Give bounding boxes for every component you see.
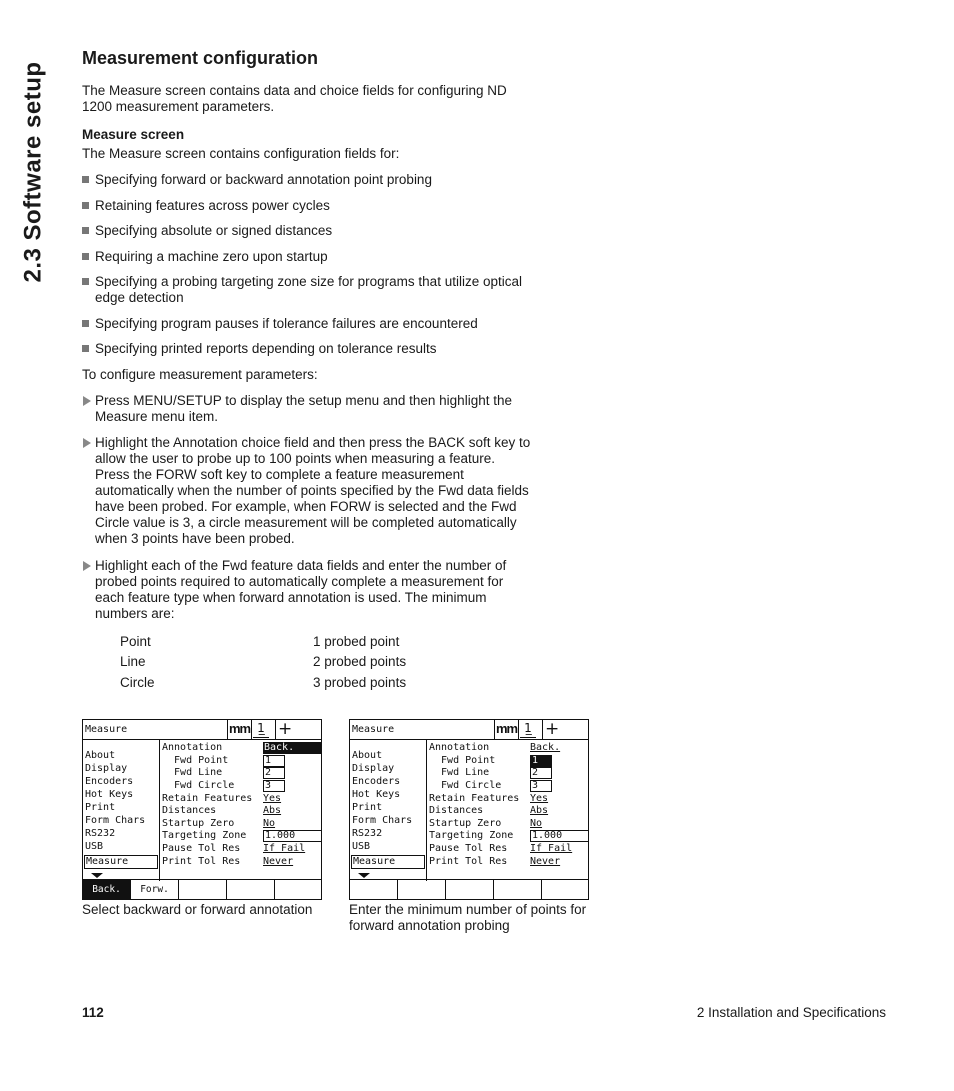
screen-title-bar bbox=[83, 720, 321, 740]
measure-screen-forward bbox=[349, 719, 589, 900]
side-tab bbox=[14, 52, 54, 292]
menu-item-form-chars[interactable]: Form Chars bbox=[352, 815, 413, 826]
main-content bbox=[82, 48, 532, 693]
menu-item-rs232[interactable]: RS232 bbox=[85, 828, 116, 839]
menu-item-hot-keys[interactable]: Hot Keys bbox=[352, 789, 401, 800]
list-item: Specifying a probing targeting zone size for programs that utilize optical edge detection bbox=[82, 274, 532, 306]
square-bullet-icon bbox=[82, 253, 89, 260]
list-item: Retaining features across power cycles bbox=[82, 198, 532, 214]
menu-item-print[interactable]: Print bbox=[352, 802, 383, 813]
softkey-bar bbox=[350, 879, 589, 899]
divider bbox=[542, 720, 543, 739]
field-label: Fwd Point bbox=[429, 755, 496, 766]
crosshair-icon: + bbox=[545, 719, 560, 739]
targeting-zone-field[interactable]: 1.000 bbox=[263, 830, 322, 842]
field-label: Print Tol Res bbox=[162, 856, 241, 867]
minimums-table bbox=[120, 632, 406, 694]
step-item: Highlight the Annotation choice field and then press the BACK soft key to allow the user to probe up to 100 points when measuring a feature. Press the FORW soft key to complete a feature measurement automatically when the number of points specified by the Fwd data fields have been probed. For example, when FORW is selected and the Fwd Circle value is 3, a circle measurement will be completed automatically when 3 points have been probed. bbox=[82, 435, 532, 547]
startup-zero-field[interactable]: No bbox=[530, 818, 543, 829]
softkey-5[interactable] bbox=[275, 880, 322, 899]
sub-heading: Measure screen bbox=[82, 127, 185, 142]
side-tab-label: 2.3 Software setup bbox=[20, 61, 47, 283]
page-number: 112 bbox=[82, 1005, 104, 1020]
menu-item-print[interactable]: Print bbox=[85, 802, 116, 813]
pause-tol-res-field[interactable]: If Fail bbox=[263, 843, 306, 854]
list-item: Requiring a machine zero upon startup bbox=[82, 249, 532, 265]
annotation-field[interactable]: Back. bbox=[530, 742, 561, 753]
divider bbox=[518, 720, 519, 739]
square-bullet-icon bbox=[82, 227, 89, 234]
field-label: Fwd Point bbox=[162, 755, 229, 766]
arrow-right-icon bbox=[83, 396, 91, 406]
softkey-5[interactable] bbox=[542, 880, 589, 899]
field-label: Startup Zero bbox=[429, 818, 502, 829]
field-label: Distances bbox=[162, 805, 217, 816]
scroll-down-icon bbox=[358, 873, 370, 878]
softkey-4[interactable] bbox=[494, 880, 542, 899]
softkey-3[interactable] bbox=[446, 880, 494, 899]
caption-left: Select backward or forward annotation bbox=[82, 902, 313, 917]
list-item: Specifying printed reports depending on tolerance results bbox=[82, 341, 532, 357]
menu-item-usb[interactable]: USB bbox=[352, 841, 371, 852]
annotation-field[interactable]: Back. bbox=[263, 742, 322, 754]
menu-item-measure[interactable]: Measure bbox=[84, 855, 158, 869]
fwd-point-field[interactable]: 1 bbox=[530, 755, 552, 767]
screen-title: Measure bbox=[352, 724, 395, 735]
menu-item-rs232[interactable]: RS232 bbox=[352, 828, 383, 839]
scroll-down-icon bbox=[91, 873, 103, 878]
softkey-bar bbox=[83, 879, 322, 899]
divider bbox=[275, 720, 276, 739]
menu-item-encoders[interactable]: Encoders bbox=[85, 776, 134, 787]
field-label: Annotation bbox=[162, 742, 223, 753]
menu-item-about[interactable]: About bbox=[85, 750, 116, 761]
divider bbox=[227, 720, 228, 739]
screen-title: Measure bbox=[85, 724, 128, 735]
field-label: Fwd Circle bbox=[429, 780, 502, 791]
field-label: Pause Tol Res bbox=[162, 843, 241, 854]
menu-item-measure[interactable]: Measure bbox=[351, 855, 425, 869]
square-bullet-icon bbox=[82, 176, 89, 183]
unit-indicator: mm bbox=[496, 721, 518, 736]
list-item: Specifying absolute or signed distances bbox=[82, 223, 532, 239]
list-item: Specifying forward or backward annotation point probing bbox=[82, 172, 532, 188]
field-label: Retain Features bbox=[162, 793, 253, 804]
intro-paragraph: The Measure screen contains data and choice fields for configuring ND 1200 measurement parameters. bbox=[82, 83, 507, 114]
feature-list bbox=[82, 172, 532, 357]
datum-icon: 1̲ bbox=[520, 721, 536, 738]
setup-menu bbox=[83, 739, 160, 881]
menu-item-about[interactable]: About bbox=[352, 750, 383, 761]
fwd-circle-field[interactable]: 3 bbox=[530, 780, 552, 792]
menu-item-hot-keys[interactable]: Hot Keys bbox=[85, 789, 134, 800]
field-label: Retain Features bbox=[429, 793, 520, 804]
fwd-line-field[interactable]: 2 bbox=[530, 767, 552, 779]
step-item: Press MENU/SETUP to display the setup menu and then highlight the Measure menu item. bbox=[82, 393, 532, 425]
fwd-line-field[interactable]: 2 bbox=[263, 767, 285, 779]
menu-item-form-chars[interactable]: Form Chars bbox=[85, 815, 146, 826]
menu-item-encoders[interactable]: Encoders bbox=[352, 776, 401, 787]
field-label: Startup Zero bbox=[162, 818, 235, 829]
menu-item-display[interactable]: Display bbox=[85, 763, 128, 774]
square-bullet-icon bbox=[82, 278, 89, 285]
table-row: Point 1 probed point bbox=[120, 633, 400, 649]
field-label: Fwd Circle bbox=[162, 780, 235, 791]
softkey-1[interactable] bbox=[350, 880, 398, 899]
measure-screen-backward bbox=[82, 719, 322, 900]
targeting-zone-field[interactable]: 1.000 bbox=[530, 830, 589, 842]
screen-title-bar bbox=[350, 720, 588, 740]
setup-menu bbox=[350, 739, 427, 881]
menu-item-display[interactable]: Display bbox=[352, 763, 395, 774]
sub-intro: The Measure screen contains configuration fields for: bbox=[82, 146, 400, 161]
softkey-3[interactable] bbox=[179, 880, 227, 899]
field-label: Fwd Line bbox=[429, 767, 490, 778]
softkey-2[interactable] bbox=[398, 880, 446, 899]
field-label: Fwd Line bbox=[162, 767, 223, 778]
forw-softkey[interactable]: Forw. bbox=[131, 880, 179, 899]
softkey-4[interactable] bbox=[227, 880, 275, 899]
back-softkey[interactable]: Back. bbox=[83, 880, 131, 899]
caption-right: Enter the minimum number of points for forward annotation probing bbox=[349, 902, 587, 933]
field-label: Pause Tol Res bbox=[429, 843, 508, 854]
menu-item-usb[interactable]: USB bbox=[85, 841, 104, 852]
square-bullet-icon bbox=[82, 320, 89, 327]
distances-field[interactable]: Abs bbox=[530, 805, 549, 816]
divider bbox=[494, 720, 495, 739]
arrow-right-icon bbox=[83, 438, 91, 448]
fwd-point-field[interactable]: 1 bbox=[263, 755, 285, 767]
section-title: Measurement configuration bbox=[82, 48, 319, 68]
square-bullet-icon bbox=[82, 345, 89, 352]
step-item: Highlight each of the Fwd feature data fields and enter the number of probed points required to automatically complete a measurement for each feature type when forward annotation is used. The minimum numbers are: bbox=[82, 558, 532, 622]
print-tol-res-field[interactable]: Never bbox=[263, 856, 294, 867]
configure-intro: To configure measurement parameters: bbox=[82, 366, 318, 382]
retain-features-field[interactable]: Yes bbox=[263, 793, 282, 804]
field-label: Targeting Zone bbox=[429, 830, 514, 841]
field-label: Print Tol Res bbox=[429, 856, 508, 867]
crosshair-icon: + bbox=[278, 719, 293, 739]
startup-zero-field[interactable]: No bbox=[263, 818, 276, 829]
list-item: Specifying program pauses if tolerance failures are encountered bbox=[82, 316, 532, 332]
pause-tol-res-field[interactable]: If Fail bbox=[530, 843, 573, 854]
unit-indicator: mm bbox=[229, 721, 251, 736]
field-label: Distances bbox=[429, 805, 484, 816]
print-tol-res-field[interactable]: Never bbox=[530, 856, 561, 867]
table-row: Line 2 probed points bbox=[120, 654, 407, 669]
square-bullet-icon bbox=[82, 202, 89, 209]
field-label: Targeting Zone bbox=[162, 830, 247, 841]
fwd-circle-field[interactable]: 3 bbox=[263, 780, 285, 792]
datum-icon: 1̲ bbox=[253, 721, 269, 738]
arrow-right-icon bbox=[83, 561, 91, 571]
chapter-title: 2 Installation and Specifications bbox=[696, 1005, 886, 1020]
field-label: Annotation bbox=[429, 742, 490, 753]
distances-field[interactable]: Abs bbox=[263, 805, 282, 816]
divider bbox=[251, 720, 252, 739]
step-list bbox=[82, 393, 532, 622]
retain-features-field[interactable]: Yes bbox=[530, 793, 549, 804]
table-row: Circle 3 probed points bbox=[120, 674, 407, 690]
